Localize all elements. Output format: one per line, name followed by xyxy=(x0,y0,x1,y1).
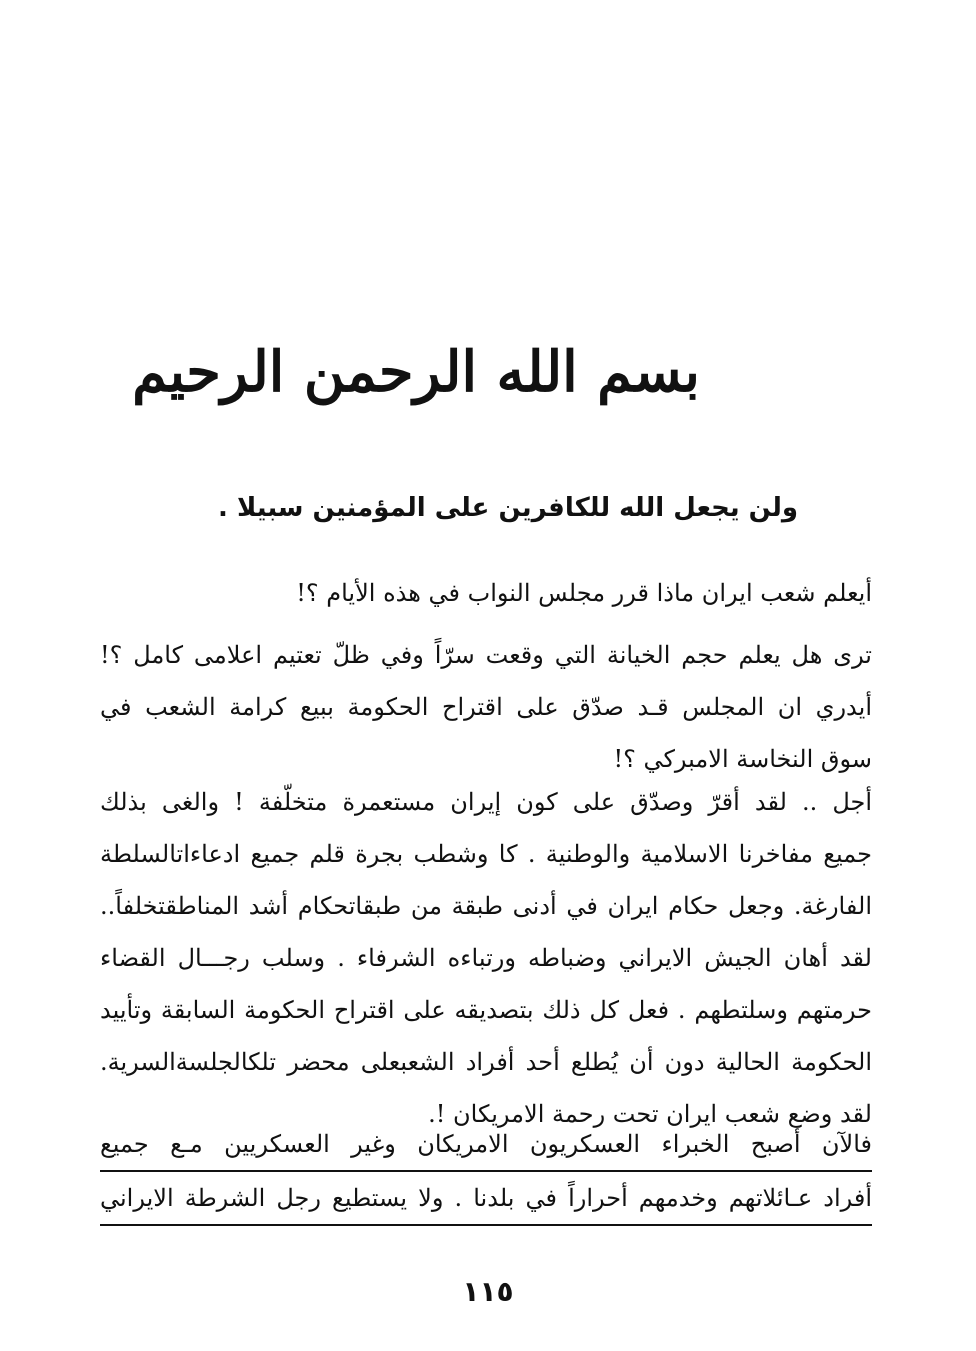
text-line: الفارغة. وجعل حكام ايران في أدنى طبقة من طبقاتحكام أشد المناطقتخلفاً.. xyxy=(100,892,872,920)
basmala-calligraphy: بسم الله الرحمن الرحيم xyxy=(132,339,700,405)
page-number: ١١٥ xyxy=(462,1275,514,1308)
text-line: الحكومة الحالية دون أن يُطلع أحد أفراد الشعبعلى محضر تلكالجلسةالسرية. xyxy=(100,1048,872,1076)
text-line: أجل .. لقد أقرّ وصدّق على كون إيران مستعمرة متخلّفة ! والغى بذلك xyxy=(100,788,872,816)
text-line: أيدري ان المجلس قـد صدّق على اقتراح الحكومة ببيع كرامة الشعب في xyxy=(100,693,872,721)
text-line: جميع مفاخرنا الاسلامية والوطنية . كا وشطب بجرة قلم جميع ادعاءاتالسلطة xyxy=(100,840,872,868)
text-line: حرمتهم وسلتطهم . فعل كل ذلك بتصديقه على اقتراح الحكومة السابقة وتأييد xyxy=(100,996,872,1024)
text-line: سوق النخاسة الامبركي ؟! xyxy=(613,745,872,773)
underlined-text-line: أفراد عـائلاتهم وخدمهم أحراراً في بلدنا . ولا يستطيع رجل الشرطة الايراني xyxy=(100,1172,872,1226)
text-line: لقد أهان الجيش الايراني وضباطه ورتباءه الشرفاء . وسلب رجـــال القضاء xyxy=(100,944,872,972)
text-line: أيعلم شعب ايران ماذا قرر مجلس النواب في هذه الأيام ؟! xyxy=(296,579,872,607)
underlined-text-line: فالآن أصبح الخبراء العسكريون الامريكان وغير العسكريين مـع جميع xyxy=(100,1118,872,1172)
paragraph-1 xyxy=(100,567,872,619)
quran-verse: ولن يجعل الله للكافرين على المؤمنين سبيلا . xyxy=(218,493,798,523)
text-line: ترى هل يعلم حجم الخيانة التي وقعت سرّاً وفي ظلّ تعتيم اعلامى كامل ؟! xyxy=(100,641,872,669)
paragraph-3 xyxy=(100,776,872,1140)
text-line: لقد وضع شعب ايران تحت رحمة الامريكان !. xyxy=(428,1100,872,1128)
paragraph-2 xyxy=(100,629,872,785)
paragraph-4-underlined xyxy=(100,1118,872,1226)
